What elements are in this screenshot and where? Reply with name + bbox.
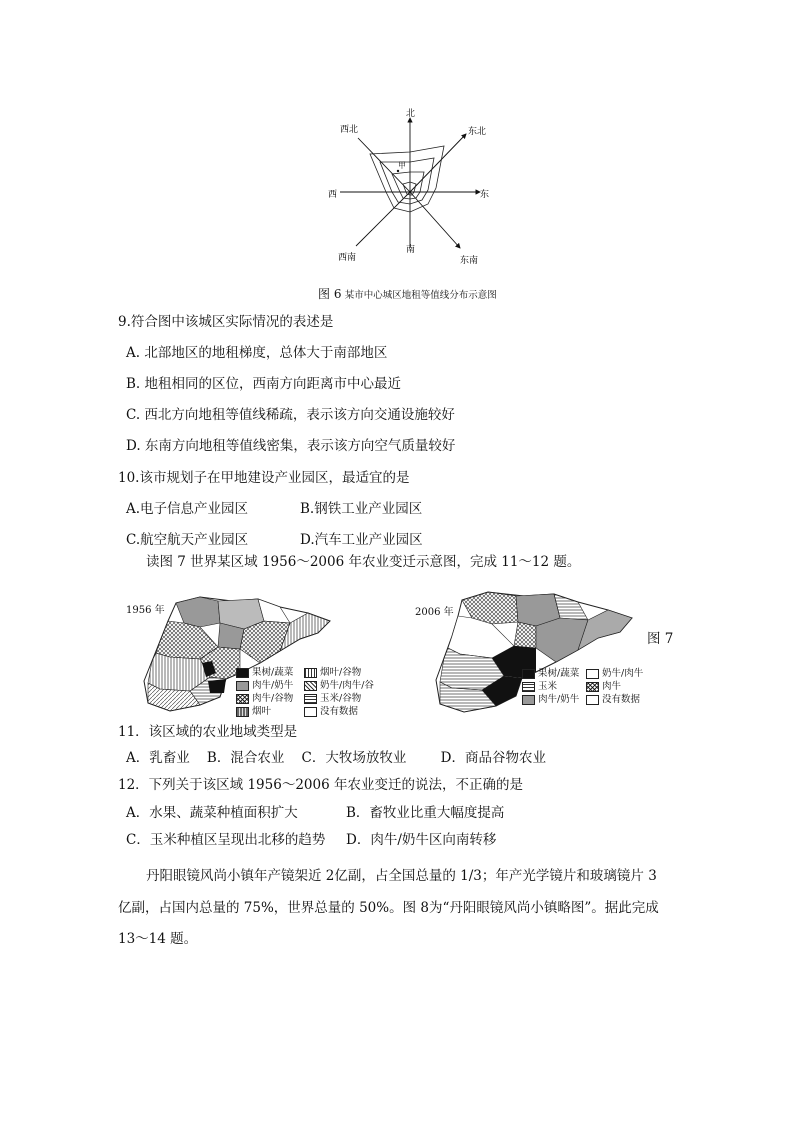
q12-option-a: A．水果、蔬菜种植面积扩大: [126, 805, 298, 821]
legend-2006-item: 肉牛/奶牛: [522, 693, 586, 706]
dir-north-label: 北: [406, 109, 416, 119]
figure-7-intro: 读图 7 世界某区域 1956～2006 年农业变迁示意图，完成 11～12 题。: [146, 554, 581, 570]
legend-2006-item: 果树/蔬菜: [522, 667, 586, 680]
figure-7-label: 图 7: [647, 631, 674, 647]
legend-2006-item: 奶牛/肉牛: [586, 667, 652, 680]
figure-6-number: 图 6: [318, 287, 342, 301]
q10-stem: 10.该市规划子在甲地建设产业园区，最适宜的是: [118, 470, 410, 486]
dir-south-label: 南: [406, 245, 416, 255]
dir-northeast-label: 东北: [468, 127, 487, 137]
legend-1956-item: 果树/蔬菜: [236, 666, 304, 679]
legend-1956-item: 烟叶: [236, 705, 304, 718]
map-2006-year-label: 2006 年: [415, 607, 454, 618]
legend-1956-item: 肉牛/谷物: [236, 692, 304, 705]
q9-option-a: A. 北部地区的地租梯度，总体大于南部地区: [126, 345, 388, 361]
dir-east-label: 东: [480, 190, 490, 200]
q10-option-d: D.汽车工业产业园区: [300, 532, 423, 548]
figure-6-caption: [318, 285, 497, 302]
dir-southwest-label: 西南: [338, 253, 357, 263]
q9-stem: 9.符合图中该城区实际情况的表述是: [118, 314, 334, 330]
q9-option-d: D. 东南方向地租等值线密集，表示该方向空气质量较好: [126, 438, 456, 454]
legend-2006-item: 没有数据: [586, 693, 652, 706]
figure-6-title: 某市中心城区地租等值线分布示意图: [344, 290, 497, 301]
legend-1956-item: 没有数据: [304, 705, 376, 718]
q12-option-d: D．肉牛/奶牛区向南转移: [346, 832, 497, 848]
rent-isoline-diagram: [318, 100, 498, 290]
q9-option-b: B. 地租相同的区位，西南方向距离市中心最近: [126, 376, 402, 392]
q12-option-c: C．玉米种植区呈现出北移的趋势: [126, 832, 326, 848]
para-13-line-2: 亿副，占国内总量的 75%，世界总量的 50%。图 8为“丹阳眼镜风尚小镇略图”。据此完成: [118, 900, 659, 916]
legend-1956-item: 肉牛/奶牛: [236, 679, 304, 692]
q10-option-a: A.电子信息产业园区: [126, 501, 249, 517]
q12-stem: 12．下列关于该区域 1956～2006 年农业变迁的说法，不正确的是: [118, 777, 523, 793]
q10-option-c: C.航空航天产业园区: [126, 532, 249, 548]
map-2006-legend: [522, 667, 652, 706]
legend-1956-item: 奶牛/肉牛/谷: [304, 679, 376, 692]
legend-2006-item: 肉牛: [586, 680, 652, 693]
figure-6: [318, 100, 498, 290]
dir-west-label: 西: [328, 190, 338, 200]
para-13-line-3: 13～14 题。: [118, 931, 198, 947]
dir-northwest-label: 西北: [340, 125, 359, 135]
dir-southeast-label: 东南: [460, 256, 479, 266]
q12-option-b: B．畜牧业比重大幅度提高: [346, 805, 505, 821]
para-13-line-1: 丹阳眼镜风尚小镇年产镜架近 2亿副，占全国总量的 1/3；年产光学镜片和玻璃镜片 3: [146, 868, 657, 884]
q11-options: A．乳畜业 B．混合农业 C．大牧场放牧业 D．商品谷物农业: [126, 750, 546, 766]
q9-option-c: C. 西北方向地租等值线稀疏，表示该方向交通设施较好: [126, 407, 455, 423]
map-1956-legend: [236, 666, 376, 718]
legend-1956-item: 玉米/谷物: [304, 692, 376, 705]
legend-2006-item: 玉米: [522, 680, 586, 693]
legend-1956-item: 烟叶/谷物: [304, 666, 376, 679]
q10-option-b: B.钢铁工业产业园区: [300, 501, 423, 517]
map-1956-year-label: 1956 年: [126, 605, 165, 616]
q11-stem: 11．该区域的农业地域类型是: [118, 724, 298, 740]
point-jia-label: 甲: [398, 161, 406, 170]
